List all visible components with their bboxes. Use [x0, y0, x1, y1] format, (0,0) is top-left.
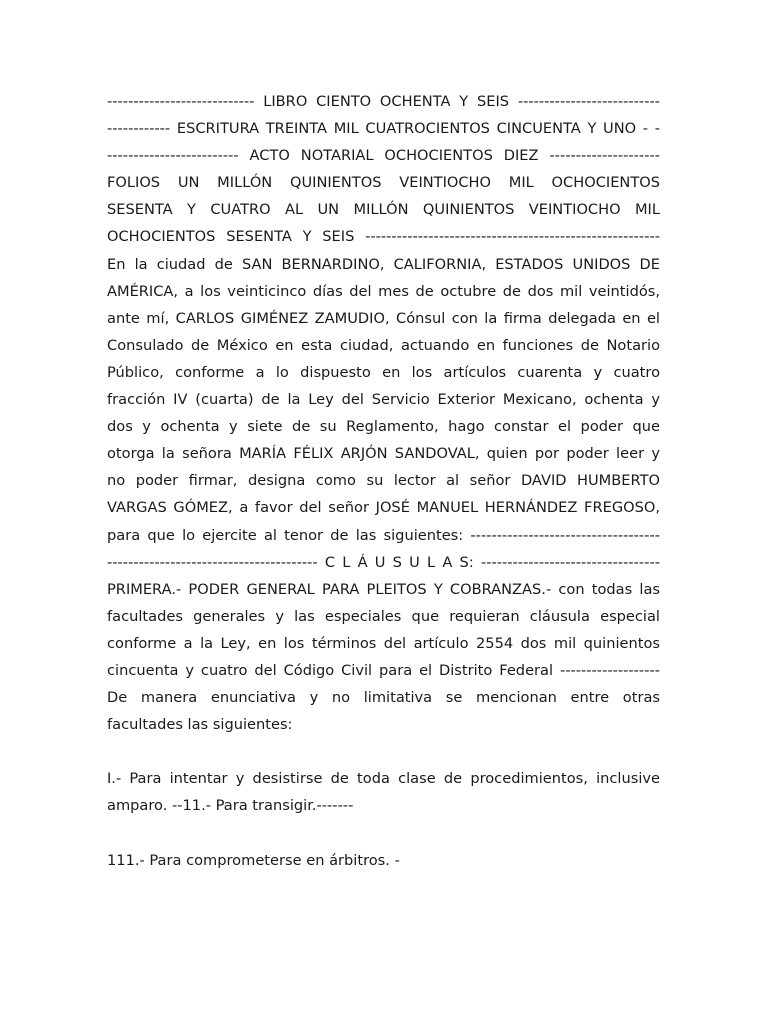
clausulas-heading: ---------------------------------------- C L Á U S U L A S: ---------------------------------- [107, 553, 660, 571]
paragraph-gap [107, 820, 660, 847]
body-text-line: no poder firmar, designa como su lector al señor DAVID HUMBERTO [107, 472, 660, 490]
clause-text-line: conforme a la Ley, en los términos del artículo 2554 dos mil quinientos [107, 634, 660, 652]
list-item-line: 111.- Para comprometerse en árbitros. - [107, 851, 400, 869]
folios-line: OCHOCIENTOS SESENTA Y SEIS -------------------------------------------------------- [107, 228, 660, 246]
body-text-line: Consulado de México en esta ciudad, actuando en funciones de Notario [107, 336, 660, 354]
document-page [107, 88, 660, 874]
body-text-line: ante mí, CARLOS GIMÉNEZ ZAMUDIO, Cónsul con la firma delegada en el [107, 309, 660, 327]
body-text-line: fracción IV (cuarta) de la Ley del Servicio Exterior Mexicano, ochenta y [107, 391, 660, 409]
heading-libro: ---------------------------- LIBRO CIENTO OCHENTA Y SEIS --------------------------- [107, 93, 660, 110]
clause-text-line: cincuenta y cuatro del Código Civil para el Distrito Federal ------------------- [107, 661, 660, 679]
body-text-line: VARGAS GÓMEZ, a favor del señor JOSÉ MANUEL HERNÁNDEZ FREGOSO, [107, 499, 660, 517]
clause-text-line: facultades las siguientes: [107, 716, 293, 734]
list-item-line: I.- Para intentar y desistirse de toda clase de procedimientos, inclusive [107, 770, 660, 788]
clause-text-line: De manera enunciativa y no limitativa se mencionan entre otras [107, 689, 660, 707]
heading-acto-notarial: ------------------------- ACTO NOTARIAL OCHOCIENTOS DIEZ --------------------- [107, 147, 660, 165]
body-text-line: otorga la señora MARÍA FÉLIX ARJÓN SANDOVAL, quien por poder leer y [107, 445, 660, 463]
list-item-line: amparo. --11.- Para transigir.------- [107, 797, 354, 815]
body-text-line: para que lo ejercite al tenor de las siguientes: ------------------------------------ [107, 526, 660, 544]
body-text-line: En la ciudad de SAN BERNARDINO, CALIFORNIA, ESTADOS UNIDOS DE [107, 255, 660, 273]
heading-escritura: ------------ ESCRITURA TREINTA MIL CUATROCIENTOS CINCUENTA Y UNO - - [107, 120, 660, 138]
clause-text-line: PRIMERA.- PODER GENERAL PARA PLEITOS Y COBRANZAS.- con todas las [107, 580, 660, 598]
body-text-line: Público, conforme a lo dispuesto en los artículos cuarenta y cuatro [107, 363, 660, 381]
folios-line: SESENTA Y CUATRO AL UN MILLÓN QUINIENTOS VEINTIOCHO MIL [107, 201, 660, 219]
body-text-line: AMÉRICA, a los veinticinco días del mes de octubre de dos mil veintidós, [107, 282, 660, 300]
clause-text-line: facultades generales y las especiales que requieran cláusula especial [107, 607, 660, 625]
folios-line: FOLIOS UN MILLÓN QUINIENTOS VEINTIOCHO MIL OCHOCIENTOS [107, 174, 660, 192]
body-text-line: dos y ochenta y siete de su Reglamento, hago constar el poder que [107, 418, 660, 436]
paragraph-gap [107, 738, 660, 765]
